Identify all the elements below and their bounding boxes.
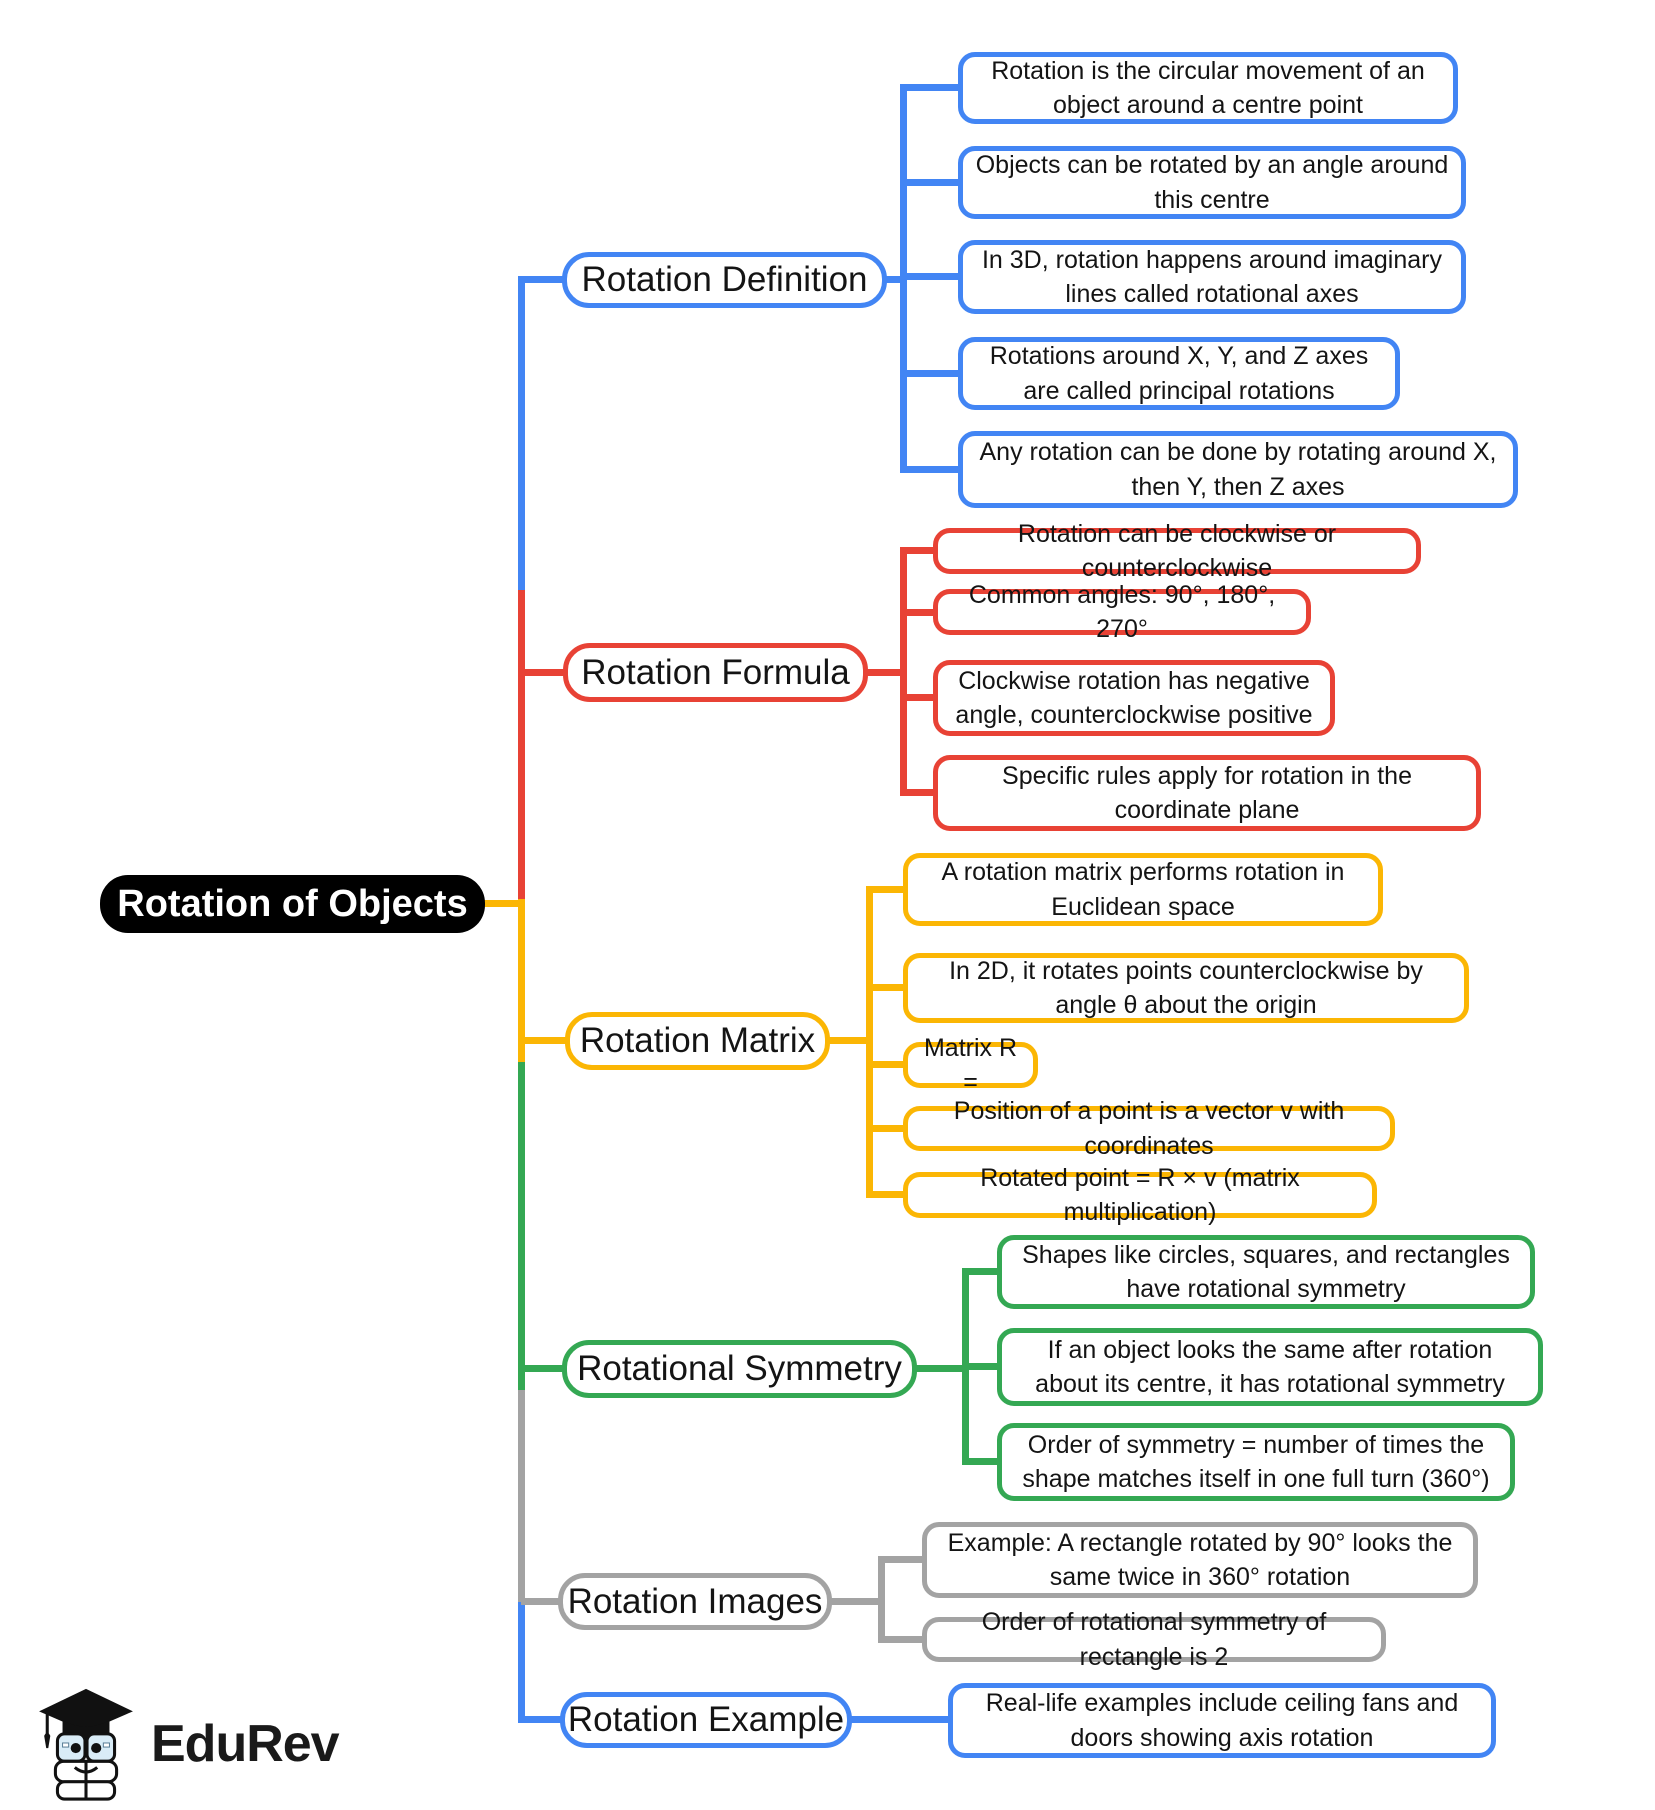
child-node: Shapes like circles, squares, and rectangles have rotational symmetry (997, 1235, 1535, 1309)
connector-line (521, 1037, 569, 1044)
branch-rotation-example: Rotation Example (560, 1692, 852, 1748)
child-node: In 3D, rotation happens around imaginary lines called rotational axes (958, 240, 1466, 314)
child-node: Common angles: 90°, 180°, 270° (933, 589, 1311, 635)
connector-line (878, 1556, 885, 1643)
connector-line (900, 84, 962, 91)
root-node: Rotation of Objects (100, 875, 485, 933)
child-node: Rotated point = R × v (matrix multiplication) (903, 1172, 1377, 1218)
connector-line (480, 900, 525, 907)
child-node: Order of rotational symmetry of rectangle is 2 (922, 1617, 1386, 1662)
edurev-logo (35, 1686, 339, 1802)
branch-rotation-definition: Rotation Definition (562, 252, 887, 308)
child-node: Order of symmetry = number of times the shape matches itself in one full turn (360°) (997, 1423, 1515, 1501)
connector-line (900, 466, 962, 473)
connector-line (866, 1191, 908, 1198)
child-node: In 2D, it rotates points counterclockwise by angle θ about the origin (903, 953, 1469, 1023)
child-node: Real-life examples include ceiling fans and doors showing axis rotation (948, 1683, 1496, 1758)
child-node: Any rotation can be done by rotating around X, then Y, then Z axes (958, 431, 1518, 508)
connector-line (900, 370, 962, 377)
child-node: A rotation matrix performs rotation in Euclidean space (903, 853, 1383, 926)
connector-line (866, 1061, 908, 1068)
connector-line (900, 179, 962, 186)
connector-line (518, 1602, 525, 1723)
connector-line (518, 590, 525, 903)
connector-line (521, 669, 568, 676)
edurev-logo-text: EduRev (151, 1715, 339, 1773)
connector-line (913, 1365, 968, 1372)
branch-rotation-formula: Rotation Formula (563, 643, 868, 702)
child-node: Position of a point is a vector v with coordinates (903, 1106, 1395, 1151)
connector-line (521, 1716, 564, 1723)
branch-rotation-matrix: Rotation Matrix (565, 1012, 830, 1070)
connector-line (900, 273, 962, 280)
connector-line (866, 886, 873, 1198)
connector-line (521, 1598, 562, 1605)
child-node: Specific rules apply for rotation in the coordinate plane (933, 755, 1481, 831)
child-node: Rotation can be clockwise or counterclockwise (933, 528, 1421, 574)
connector-line (521, 276, 566, 283)
child-node: Matrix R = (903, 1042, 1038, 1088)
child-node: Clockwise rotation has negative angle, counterclockwise positive (933, 660, 1335, 736)
connector-line (866, 886, 908, 893)
connector-line (866, 984, 908, 991)
connector-line (518, 276, 525, 590)
connector-line (866, 1125, 908, 1132)
edurev-mascot-icon (35, 1686, 137, 1802)
connector-line (518, 1062, 525, 1390)
child-node: Example: A rectangle rotated by 90° looks the same twice in 360° rotation (922, 1522, 1478, 1598)
branch-rotational-symmetry: Rotational Symmetry (562, 1340, 917, 1398)
child-node: Objects can be rotated by an angle around this centre (958, 146, 1466, 219)
connector-line (900, 547, 907, 796)
child-node: If an object looks the same after rotation about its centre, it has rotational symmetry (997, 1328, 1543, 1406)
connector-line (848, 1716, 953, 1723)
connector-line (828, 1598, 885, 1605)
connector-line (878, 1636, 928, 1643)
branch-rotation-images: Rotation Images (558, 1573, 832, 1630)
connector-line (521, 1365, 566, 1372)
child-node: Rotation is the circular movement of an object around a centre point (958, 52, 1458, 124)
connector-line (518, 1390, 525, 1602)
child-node: Rotations around X, Y, and Z axes are called principal rotations (958, 337, 1400, 410)
connector-line (878, 1556, 928, 1563)
